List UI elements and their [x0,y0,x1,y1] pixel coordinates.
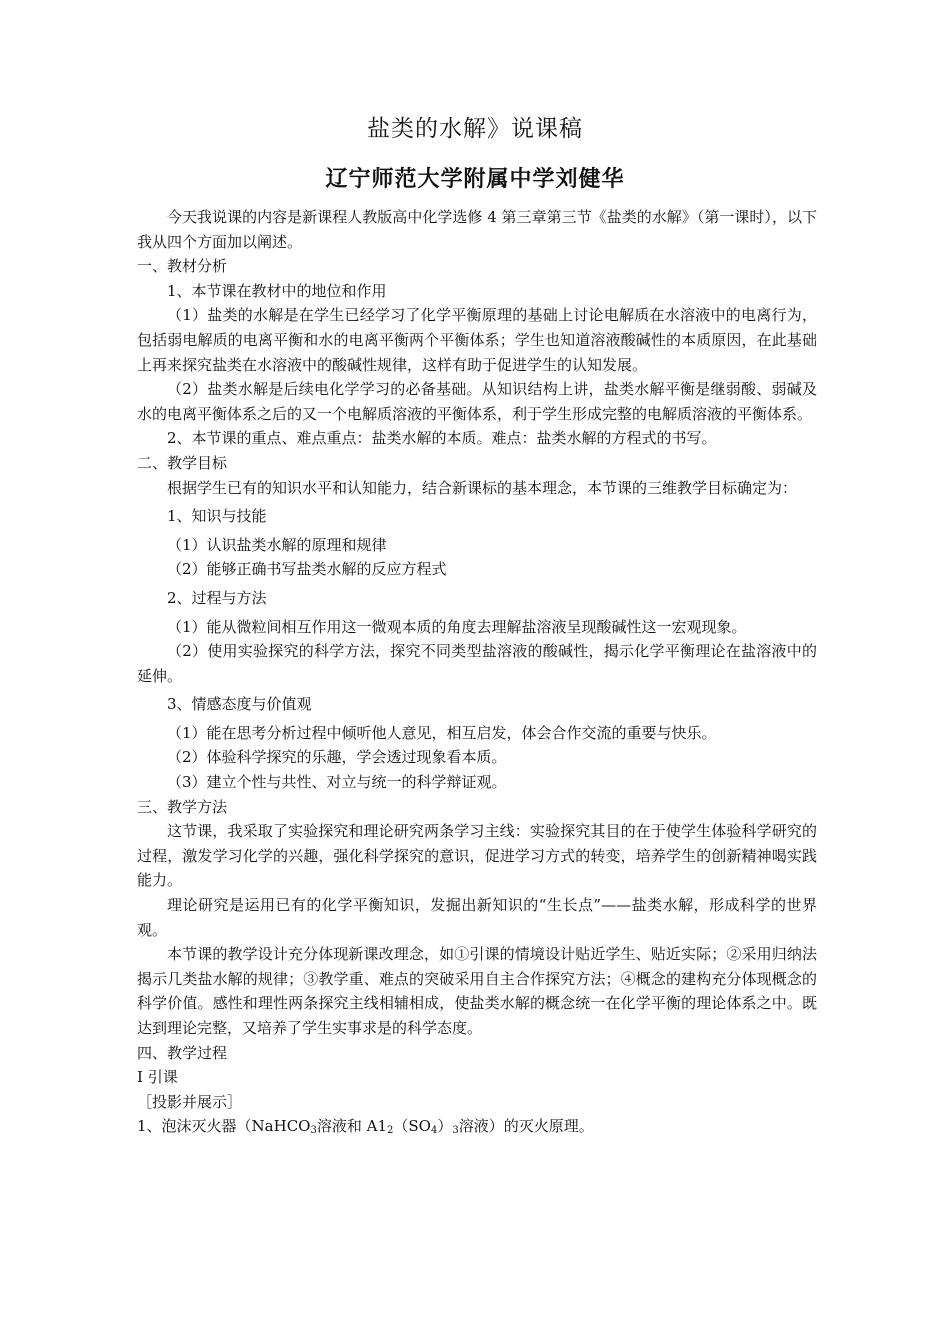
projection-label: ［投影并展示］ [137,1092,243,1111]
goal-item: （1）能从微粒间相互作用这一微观本质的角度去理解盐溶液呈现酸碱性这一宏观现象。 [167,617,747,636]
subsection-heading: 2、本节课的重点、难点重点：盐类水解的本质。难点：盐类水解的方程式的书写。 [167,429,717,448]
goal-item: （2）能够正确书写盐类水解的反应方程式 [167,560,447,579]
subscript: 3 [452,1125,459,1137]
section-heading: 一、教材分析 [137,257,228,276]
step-heading: I 引课 [137,1068,178,1087]
goal-item: （1）认识盐类水解的原理和规律 [167,535,387,554]
list-item [137,1114,817,1139]
paragraph: （1）盐类的水解是在学生已经学习了化学平衡原理的基础上讨论电解质在水溶液中的电离行为，包括弱电解质的电离平衡和水的电离平衡两个平衡体系；学生也知道溶液酸碱性的本质原因，在此基础上再来探究盐类在水溶液中的酸碱性规律，这样有助于促进学生的认知发展。 [137,306,817,374]
formula-text: 溶液）的灭火原理。 [458,1117,594,1136]
goal-item: （1）能在思考分析过程中倾听他人意见，相互启发，体会合作交流的重要与快乐。 [167,723,717,742]
goal-heading: 3、情感态度与价值观 [167,695,312,714]
paragraph: 根据学生已有的知识水平和认知能力，结合新课标的基本理念，本节课的三维教学目标确定为： [167,478,798,497]
formula-text: 1、泡沫灭火器（NaHCO [137,1117,311,1136]
formula-text: ） [437,1117,453,1136]
paragraph: 本节课的教学设计充分体现新课改理念，如①引课的情境设计贴近学生、贴近实际；②采用归纳法揭示几类盐水解的规律；③教学重、难点的突破采用自主合作探究方法；④概念的建构充分体现概念的科学价值。感性和理性两条探究主线相辅相成，使盐类水解的概念统一在化学平衡的理论体系之中。既达到理论完整，又培养了学生实事求是的科学态度。 [137,945,817,1037]
section-heading: 二、教学目标 [137,453,228,472]
subscript: 3 [310,1125,317,1137]
section-heading: 三、教学方法 [137,797,228,816]
document-subtitle: 辽宁师范大学附属中学刘健华 [325,167,625,192]
goal-item: （2）使用实验探究的科学方法，探究不同类型盐溶液的酸碱性，揭示化学平衡理论在盐溶液中的延伸。 [137,642,817,685]
intro-paragraph: 今天我说课的内容是新课程人教版高中化学选修 4 第三章第三节《盐类的水解》（第一课时），以下我从四个方面加以阐述。 [137,208,817,251]
subsection-heading: 1、本节课在教材中的地位和作用 [167,281,387,300]
goal-heading: 2、过程与方法 [167,588,267,607]
document-title: 盐类的水解》说课稿 [367,116,583,142]
goal-heading: 1、知识与技能 [167,507,267,526]
paragraph: （2）盐类水解是后续电化学学习的必备基础。从知识结构上讲，盐类水解平衡是继弱酸、弱碱及水的电离平衡体系之后的又一个电解质溶液的平衡体系，利于学生形成完整的电解质溶液的平衡体系。 [137,380,817,423]
paragraph: 理论研究是运用已有的化学平衡知识，发掘出新知识的“生长点”——盐类水解，形成科学的世界观。 [137,896,817,939]
section-heading: 四、教学过程 [137,1043,228,1062]
formula-text: （SO [393,1117,431,1136]
formula-text: 溶液和 A1 [316,1117,387,1136]
subscript: 2 [387,1125,394,1137]
paragraph: 这节课，我采取了实验探究和理论研究两条学习主线：实验探究其目的在于使学生体验科学研究的过程，激发学习化学的兴趣，强化科学探究的意识，促进学习方式的转变，培养学生的创新精神喝实践能力。 [137,822,817,890]
document-body [137,205,817,1139]
goal-item: （2）体验科学探究的乐趣，学会透过现象看本质。 [167,748,507,767]
subscript: 4 [430,1125,438,1137]
goal-item: （3）建立个性与共性、对立与统一的科学辩证观。 [167,773,507,792]
